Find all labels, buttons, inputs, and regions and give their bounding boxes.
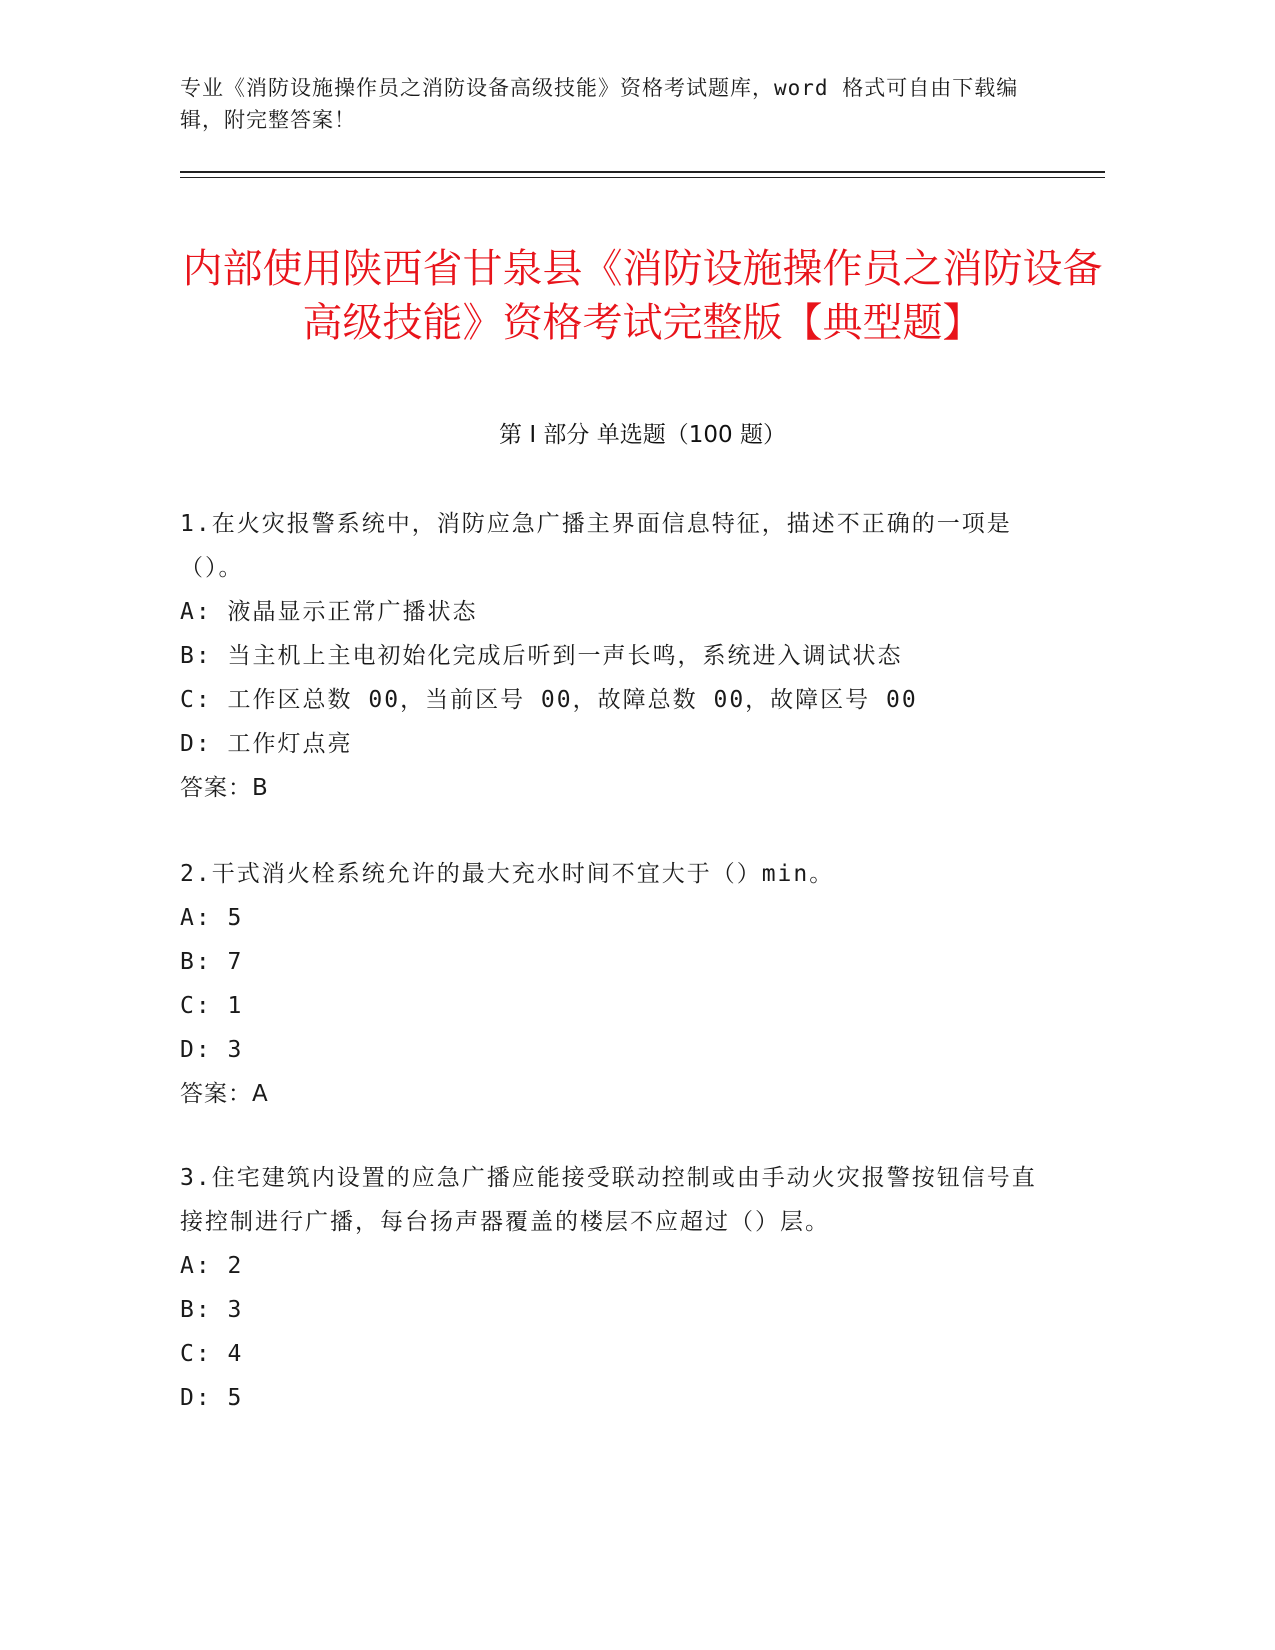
question-stem: 2.干式消火栓系统允许的最大充水时间不宜大于（）min。: [180, 861, 835, 887]
option-b: B: 当主机上主电初始化完成后听到一声长鸣，系统进入调试状态: [180, 643, 903, 669]
option-c: C: 工作区总数 00，当前区号 00，故障总数 00，故障区号 00: [180, 687, 918, 713]
question-block-3: [180, 1156, 1040, 1420]
option-d: D: 3: [180, 1037, 244, 1063]
section-heading: 第 I 部分 单选题（100 题）: [499, 422, 786, 448]
option-c: C: 4: [180, 1341, 244, 1367]
answer-label: 答案：A: [180, 1081, 269, 1107]
option-b: B: 7: [180, 949, 244, 975]
document-title: 内部使用陕西省甘泉县《消防设施操作员之消防设备高级技能》资格考试完整版【典型题】: [182, 245, 1103, 346]
question-block-2: [180, 852, 1040, 1116]
header-note: 专业《消防设施操作员之消防设备高级技能》资格考试题库，word 格式可自由下载编辑，附完整答案！: [180, 76, 1019, 132]
header-divider-thick: [180, 171, 1105, 173]
option-b: B: 3: [180, 1297, 244, 1323]
answer-label: 答案：B: [180, 775, 269, 801]
option-c: C: 1: [180, 993, 244, 1019]
question-block-1: [180, 502, 1040, 810]
option-d: D: 工作灯点亮: [180, 731, 353, 757]
header-divider-thin: [180, 177, 1105, 178]
question-stem: 3.住宅建筑内设置的应急广播应能接受联动控制或由手动火灾报警按钮信号直接控制进行广播，每台扬声器覆盖的楼层不应超过（）层。: [180, 1165, 1037, 1235]
option-a: A: 2: [180, 1253, 244, 1279]
option-d: D: 5: [180, 1385, 244, 1411]
option-a: A: 5: [180, 905, 244, 931]
question-stem: 1.在火灾报警系统中，消防应急广播主界面信息特征，描述不正确的一项是（）。: [180, 511, 1012, 581]
option-a: A: 液晶显示正常广播状态: [180, 599, 478, 625]
